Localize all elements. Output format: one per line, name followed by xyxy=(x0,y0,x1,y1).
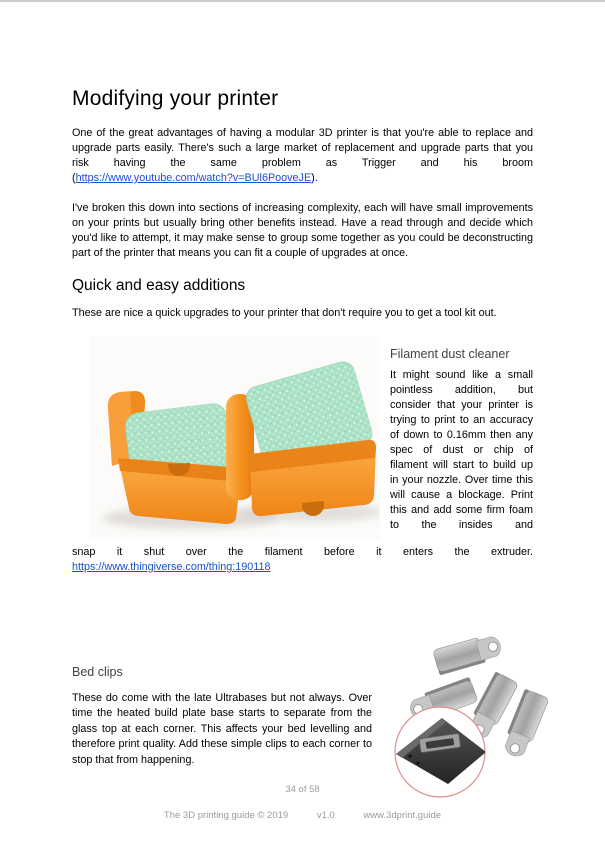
document-footer xyxy=(0,810,605,821)
filament-cleaner-heading: Filament dust cleaner xyxy=(390,347,510,361)
intro-paragraph-text: One of the great advantages of having a modular 3D printer is that you're able to replace and upgrade parts easily. There's such a large market of replacement and upgrade parts that you risk having the same problem as Trigger and his broom xyxy=(72,127,533,169)
bed-clips-section xyxy=(72,664,533,768)
metal-clip-1 xyxy=(433,632,504,675)
bed-clips-heading: Bed clips xyxy=(72,665,123,679)
footer-version: v1.0 xyxy=(316,810,335,821)
footer-site: www.3dprint.guide xyxy=(363,810,442,821)
filament-cleaner-figure xyxy=(72,336,533,539)
page-title: Modifying your printer xyxy=(72,87,279,110)
intro-paragraph xyxy=(72,126,533,186)
filament-cleaner-body-below: snap it shut over the filament before it enters the extruder. xyxy=(72,546,533,558)
youtube-link[interactable]: https://www.youtube.com/watch?v=BUl6PooveJE xyxy=(75,172,312,184)
filament-cleaner-body-beside: It might sound like a small pointless addition, but consider that your printer is trying to print to an accuracy of down to 0.16mm then any spec of dust or chip of filament will start to build up in your nozzle. Over time this will cause a blockage. Print this and add some firm foam to the insides and xyxy=(390,369,533,531)
bed-clips-photo xyxy=(388,632,548,804)
footer-copyright: The 3D printing guide © 2019 xyxy=(163,810,289,821)
bed-clips-paragraph: These do come with the late Ultrabases but not always. Over time the heated build plate base starts to separate from the glass top at each corner. This affects your bed levelling and therefore print quality. Add these simple clips to each corner to stop that from happening. xyxy=(72,692,372,766)
filament-cleaner-text-column xyxy=(390,346,533,533)
quick-additions-intro: These are nice a quick upgrades to your printer that don't require you to get a tool kit out. xyxy=(72,307,497,319)
close-paren: ). xyxy=(311,172,318,184)
page-number: 34 of 58 xyxy=(285,784,320,795)
youtube-link-wrap xyxy=(72,172,318,184)
thingiverse-link[interactable]: https://www.thingiverse.com/thing:190118 xyxy=(72,561,271,573)
page-content xyxy=(0,2,605,575)
filament-dust-cleaner-photo xyxy=(90,336,380,539)
open-paren: ( xyxy=(72,172,76,184)
quick-additions-heading: Quick and easy additions xyxy=(72,277,246,294)
complexity-paragraph: I've broken this down into sections of increasing complexity, each will have small improvements on your prints but usually bring other benefits instead. Have a read through and decide which you'd like to attempt, it may make sense to group some together as you could be deconstructing part of the printer that means you can fit a couple of upgrades at once. xyxy=(72,202,533,259)
